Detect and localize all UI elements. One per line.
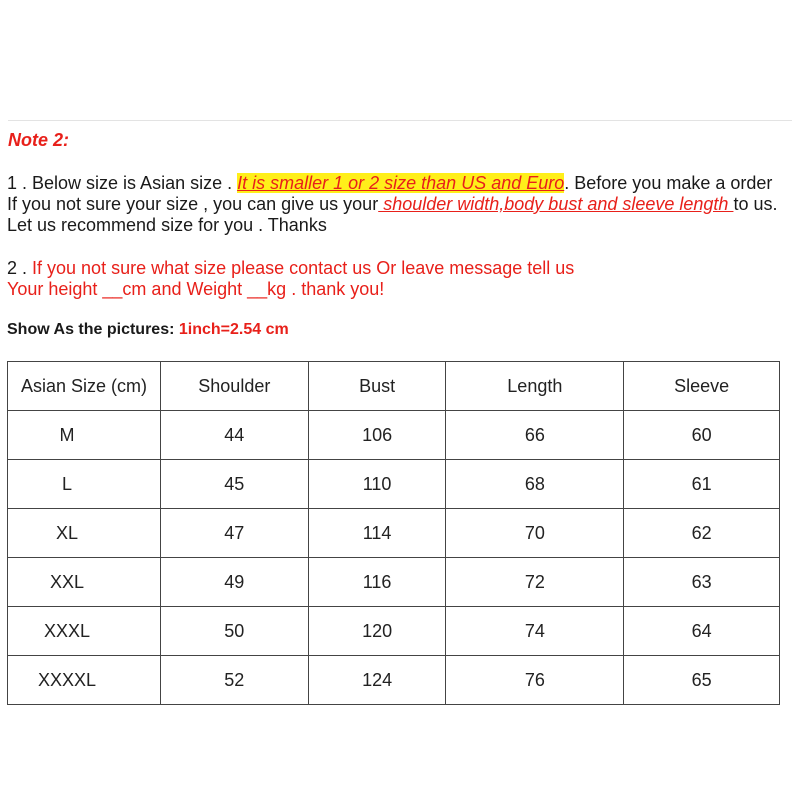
header-sleeve: Sleeve: [624, 362, 780, 411]
size-label: M: [59, 424, 75, 445]
note-line-3: Let us recommend size for you . Thanks: [7, 215, 327, 235]
length-cell: 68: [446, 460, 624, 509]
table-row: [8, 509, 780, 558]
size-cell: [8, 509, 161, 558]
sleeve-cell: 65: [624, 656, 780, 705]
unit-conversion-line: [7, 320, 289, 340]
size-cell: [8, 656, 161, 705]
shoulder-cell: 44: [160, 411, 308, 460]
length-cell: 74: [446, 607, 624, 656]
note-line-1-end: . Before you make a order: [564, 173, 773, 193]
note-line-1: [7, 173, 777, 194]
bust-cell: 106: [308, 411, 446, 460]
note-line-2-start: If you not sure your size , you can give us your: [7, 194, 379, 214]
note-line-2: [7, 194, 777, 215]
table-row: [8, 558, 780, 607]
header-bust: Bust: [308, 362, 446, 411]
length-cell: 72: [446, 558, 624, 607]
table-header-row: [8, 362, 780, 411]
show-label: Show As the pictures:: [7, 321, 179, 338]
table-row: [8, 607, 780, 656]
bust-cell: 124: [308, 656, 446, 705]
sleeve-cell: 64: [624, 607, 780, 656]
note-title: Note 2:: [8, 130, 70, 150]
length-cell: 76: [446, 656, 624, 705]
size-label: L: [61, 473, 72, 494]
contact-line-1-text: If you not sure what size please contact us Or leave message tell us: [32, 258, 575, 278]
shoulder-cell: 49: [160, 558, 308, 607]
top-divider: [8, 120, 792, 121]
size-cell: [8, 558, 161, 607]
header-length: Length: [446, 362, 624, 411]
measurements-request: shoulder width,body bust and sleeve length: [378, 194, 734, 214]
note-line-2-end: to us.: [733, 194, 778, 214]
size-cell: [8, 607, 161, 656]
size-cell: [8, 411, 161, 460]
header-asian-size: Asian Size (cm): [8, 362, 161, 411]
conversion-value: 1inch=2.54 cm: [178, 321, 289, 338]
shoulder-cell: 45: [160, 460, 308, 509]
size-cell: [8, 460, 161, 509]
size-label: XL: [55, 522, 79, 543]
sleeve-cell: 61: [624, 460, 780, 509]
sleeve-cell: 63: [624, 558, 780, 607]
size-note-paragraph-1: [7, 173, 777, 236]
shoulder-cell: 50: [160, 607, 308, 656]
bust-cell: 120: [308, 607, 446, 656]
table-row: [8, 411, 780, 460]
size-note-paragraph-2: [7, 258, 574, 300]
contact-line-1-number: 2 .: [7, 258, 33, 278]
sleeve-cell: 60: [624, 411, 780, 460]
size-warning-highlight: It is smaller 1 or 2 size than US and Euro: [237, 173, 565, 193]
contact-line-2: Your height __cm and Weight __kg . thank you!: [7, 279, 385, 299]
bust-cell: 116: [308, 558, 446, 607]
table-row: [8, 460, 780, 509]
bust-cell: 114: [308, 509, 446, 558]
size-label: XXL: [49, 571, 85, 592]
size-label: XXXXL: [37, 669, 97, 690]
shoulder-cell: 52: [160, 656, 308, 705]
size-chart-table: [7, 361, 780, 705]
length-cell: 66: [446, 411, 624, 460]
contact-line-1: [7, 258, 574, 279]
length-cell: 70: [446, 509, 624, 558]
shoulder-cell: 47: [160, 509, 308, 558]
header-shoulder: Shoulder: [160, 362, 308, 411]
note-line-1-start: 1 . Below size is Asian size .: [7, 173, 238, 193]
sleeve-cell: 62: [624, 509, 780, 558]
bust-cell: 110: [308, 460, 446, 509]
table-row: [8, 656, 780, 705]
size-label: XXXL: [43, 620, 91, 641]
